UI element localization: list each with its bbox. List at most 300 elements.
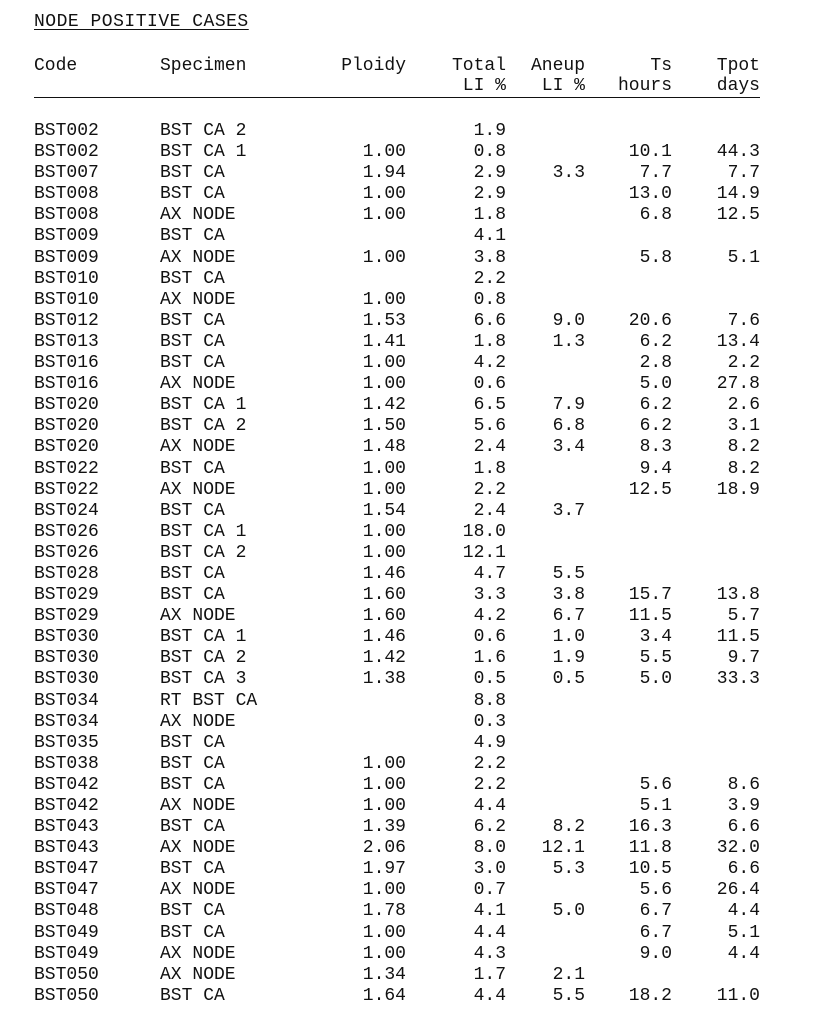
header-spacer <box>34 98 760 122</box>
cell-code: BST020 <box>34 395 99 416</box>
cell-aneup-li <box>506 754 585 775</box>
cell-ts-hours: 3.4 <box>639 627 672 648</box>
page-title: NODE POSITIVE CASES <box>34 12 249 32</box>
cell-tpot-days: 13.4 <box>716 331 760 352</box>
cell-ts-hours: 12.5 <box>628 479 672 500</box>
cell-ts-hours <box>585 269 672 290</box>
cell-ts-hours: 5.0 <box>639 669 672 690</box>
cell-aneup-li: 9.0 <box>552 310 585 331</box>
cell-specimen: BST CA <box>160 922 225 943</box>
cell-total-li: 4.2 <box>473 606 506 627</box>
cell-code: BST048 <box>34 901 99 922</box>
table-row <box>34 838 760 859</box>
cell-ts-hours <box>585 965 672 986</box>
cell-code: BST043 <box>34 817 99 838</box>
cell-code: BST029 <box>34 606 99 627</box>
cell-specimen: BST CA 2 <box>160 121 247 141</box>
cell-code: BST013 <box>34 331 99 352</box>
cell-specimen: AX NODE <box>160 964 236 985</box>
cell-total-li: 3.0 <box>473 859 506 880</box>
cell-total-li: 8.0 <box>473 838 506 859</box>
cell-tpot-days <box>672 522 760 543</box>
cell-ts-hours: 5.8 <box>639 247 672 268</box>
cell-ts-hours <box>585 754 672 775</box>
cell-ts-hours <box>585 691 672 712</box>
cell-code: BST047 <box>34 880 99 901</box>
header-total-line1: Total <box>451 56 506 76</box>
cell-code: BST042 <box>34 796 99 816</box>
cell-specimen: BST CA 2 <box>160 542 247 563</box>
cell-specimen: BST CA 3 <box>160 669 247 690</box>
table-body <box>34 98 760 1007</box>
cell-code: BST002 <box>34 121 99 141</box>
cell-code: BST008 <box>34 205 99 226</box>
cell-code: BST038 <box>34 753 99 774</box>
cell-aneup-li <box>506 459 585 480</box>
cell-specimen: RT BST CA <box>160 690 258 711</box>
cell-ploidy: 1.54 <box>362 500 406 521</box>
cell-total-li: 6.5 <box>473 395 506 416</box>
cell-code: BST028 <box>34 563 99 584</box>
cell-total-li: 0.6 <box>473 627 506 648</box>
cell-ts-hours <box>585 226 672 247</box>
cell-code: BST022 <box>34 458 99 479</box>
cell-specimen: AX NODE <box>160 205 236 226</box>
cell-specimen: BST CA <box>160 901 225 922</box>
cell-specimen: AX NODE <box>160 247 236 268</box>
table-row <box>34 606 760 627</box>
cell-aneup-li <box>506 543 585 564</box>
cell-tpot-days: 3.9 <box>727 796 760 816</box>
cell-tpot-days: 5.1 <box>727 247 760 268</box>
cell-ploidy <box>310 691 406 712</box>
cell-code: BST050 <box>34 964 99 985</box>
cell-ploidy: 1.00 <box>362 880 406 901</box>
header-code: Code <box>34 56 78 76</box>
cell-tpot-days: 11.0 <box>716 985 760 1006</box>
cell-total-li: 2.2 <box>473 774 506 795</box>
cell-specimen: AX NODE <box>160 479 236 500</box>
cell-specimen: BST CA <box>160 585 225 606</box>
table-row <box>34 437 760 458</box>
table-row <box>34 859 760 880</box>
cell-aneup-li <box>506 712 585 733</box>
cell-ploidy <box>310 226 406 247</box>
table-row <box>34 817 760 838</box>
cell-tpot-days <box>672 691 760 712</box>
cell-tpot-days: 18.9 <box>716 479 760 500</box>
cell-code: BST049 <box>34 943 99 964</box>
cell-ts-hours: 9.0 <box>639 943 672 964</box>
cell-tpot-days: 5.7 <box>727 606 760 627</box>
cell-total-li: 0.6 <box>473 374 506 395</box>
cell-ploidy: 1.00 <box>362 479 406 500</box>
cell-ploidy: 1.00 <box>362 542 406 563</box>
cell-ts-hours: 6.2 <box>639 395 672 416</box>
cell-specimen: BST CA 2 <box>160 416 247 437</box>
cell-ts-hours: 18.2 <box>628 985 672 1006</box>
cell-ploidy: 1.42 <box>362 395 406 416</box>
cell-specimen: AX NODE <box>160 838 236 859</box>
cell-ts-hours: 8.3 <box>639 437 672 458</box>
table-row <box>34 669 760 690</box>
cell-ts-hours: 6.2 <box>639 331 672 352</box>
cell-specimen: AX NODE <box>160 606 236 627</box>
cell-ploidy: 1.00 <box>362 142 406 163</box>
cell-tpot-days <box>672 501 760 522</box>
cell-total-li: 4.3 <box>473 943 506 964</box>
cell-aneup-li: 5.0 <box>552 901 585 922</box>
cell-tpot-days: 8.6 <box>727 774 760 795</box>
header-tpot-line1: Tpot <box>716 56 760 76</box>
header-ts-line2: hours <box>585 76 672 98</box>
cell-aneup-li: 5.3 <box>552 859 585 880</box>
cell-ploidy: 1.42 <box>362 648 406 669</box>
cell-code: BST020 <box>34 416 99 437</box>
header-ts-line1: Ts <box>650 56 672 76</box>
table-row <box>34 163 760 184</box>
header-specimen-blank <box>160 76 310 98</box>
header-aneup-line1: Aneup <box>530 56 585 76</box>
cell-ploidy <box>310 712 406 733</box>
cell-specimen: BST CA 1 <box>160 142 247 163</box>
cell-ts-hours: 7.7 <box>639 163 672 184</box>
cell-total-li: 6.2 <box>473 817 506 838</box>
cell-ts-hours: 5.6 <box>639 880 672 901</box>
cell-specimen: BST CA <box>160 753 225 774</box>
cell-code: BST043 <box>34 838 99 859</box>
cell-tpot-days: 4.4 <box>727 943 760 964</box>
table-row <box>34 712 760 733</box>
cell-aneup-li: 0.5 <box>552 669 585 690</box>
cell-tpot-days <box>672 543 760 564</box>
cell-tpot-days <box>672 121 760 142</box>
cell-tpot-days: 4.4 <box>727 901 760 922</box>
cell-aneup-li <box>506 733 585 754</box>
cell-code: BST035 <box>34 732 99 753</box>
cell-ploidy: 1.46 <box>362 627 406 648</box>
cell-aneup-li <box>506 691 585 712</box>
cell-aneup-li: 1.3 <box>552 331 585 352</box>
header-row-1 <box>34 56 760 76</box>
header-aneup-line2: LI % <box>506 76 585 98</box>
cell-aneup-li: 3.4 <box>552 437 585 458</box>
cell-aneup-li: 1.0 <box>552 627 585 648</box>
table-row <box>34 353 760 374</box>
cell-code: BST024 <box>34 500 99 521</box>
cell-tpot-days: 12.5 <box>716 205 760 226</box>
table-row <box>34 290 760 311</box>
cell-aneup-li: 5.5 <box>552 985 585 1006</box>
cell-code: BST016 <box>34 353 99 374</box>
cell-aneup-li: 3.8 <box>552 585 585 606</box>
cell-specimen: AX NODE <box>160 796 236 816</box>
cell-code: BST029 <box>34 585 99 606</box>
cell-specimen: BST CA <box>160 458 225 479</box>
table-row <box>34 627 760 648</box>
cell-ploidy: 1.34 <box>362 964 406 985</box>
header-total-line2: LI % <box>406 76 506 98</box>
table-row <box>34 332 760 353</box>
table-row <box>34 944 760 965</box>
cell-ts-hours: 10.1 <box>628 142 672 163</box>
cell-code: BST002 <box>34 142 99 163</box>
cell-specimen: AX NODE <box>160 289 236 310</box>
cell-aneup-li <box>506 142 585 163</box>
cell-aneup-li <box>506 923 585 944</box>
cell-specimen: BST CA 1 <box>160 627 247 648</box>
cell-aneup-li: 3.7 <box>552 500 585 521</box>
header-ploidy: Ploidy <box>341 56 406 76</box>
cell-total-li: 0.8 <box>473 142 506 163</box>
cell-aneup-li <box>506 269 585 290</box>
cell-total-li: 0.8 <box>473 289 506 310</box>
cell-total-li: 5.6 <box>473 416 506 437</box>
cell-ts-hours: 5.1 <box>639 796 672 816</box>
cell-specimen: AX NODE <box>160 437 236 458</box>
cell-ploidy: 1.60 <box>362 606 406 627</box>
cell-code: BST047 <box>34 859 99 880</box>
cell-specimen: BST CA <box>160 563 225 584</box>
cell-tpot-days <box>672 564 760 585</box>
cell-ploidy: 1.00 <box>362 289 406 310</box>
cell-code: BST016 <box>34 374 99 395</box>
cell-total-li: 4.9 <box>473 732 506 753</box>
cell-aneup-li: 1.9 <box>552 648 585 669</box>
cell-code: BST026 <box>34 542 99 563</box>
cell-specimen: BST CA <box>160 985 225 1006</box>
cell-ploidy <box>310 121 406 142</box>
table-row <box>34 311 760 332</box>
cell-ploidy: 1.48 <box>362 437 406 458</box>
cell-ts-hours: 9.4 <box>639 458 672 479</box>
cell-ts-hours <box>585 712 672 733</box>
cell-tpot-days <box>672 290 760 311</box>
table-row <box>34 543 760 564</box>
cell-ts-hours <box>585 290 672 311</box>
cell-tpot-days: 5.1 <box>727 922 760 943</box>
table-row <box>34 459 760 480</box>
table-row <box>34 923 760 944</box>
cell-code: BST050 <box>34 985 99 1006</box>
table-row <box>34 585 760 606</box>
cell-specimen: BST CA <box>160 310 225 331</box>
cell-specimen: BST CA <box>160 163 225 184</box>
table-row <box>34 184 760 205</box>
cell-ts-hours: 6.2 <box>639 416 672 437</box>
cell-specimen: BST CA <box>160 226 225 247</box>
table-row <box>34 416 760 437</box>
cell-total-li: 3.8 <box>473 247 506 268</box>
cell-total-li: 1.8 <box>473 458 506 479</box>
cell-aneup-li <box>506 290 585 311</box>
table-row <box>34 965 760 986</box>
cell-specimen: BST CA <box>160 184 225 205</box>
cell-aneup-li: 2.1 <box>552 964 585 985</box>
cell-ts-hours: 15.7 <box>628 585 672 606</box>
cell-ploidy: 1.50 <box>362 416 406 437</box>
table-row <box>34 395 760 416</box>
cell-ts-hours: 6.7 <box>639 901 672 922</box>
cell-total-li: 2.4 <box>473 500 506 521</box>
cell-specimen: BST CA <box>160 732 225 753</box>
cell-ts-hours: 5.5 <box>639 648 672 669</box>
cell-ploidy: 1.64 <box>362 985 406 1006</box>
cell-ploidy: 1.94 <box>362 163 406 184</box>
cell-code: BST049 <box>34 922 99 943</box>
cell-tpot-days: 26.4 <box>716 880 760 901</box>
cell-ts-hours: 2.8 <box>639 353 672 374</box>
cell-code: BST020 <box>34 437 99 458</box>
cell-total-li: 2.2 <box>473 753 506 774</box>
cell-specimen: BST CA <box>160 500 225 521</box>
cell-ts-hours <box>585 733 672 754</box>
cell-ploidy: 1.00 <box>362 796 406 816</box>
table-row <box>34 775 760 796</box>
cell-ploidy: 1.46 <box>362 563 406 584</box>
table-row <box>34 986 760 1007</box>
cell-ts-hours: 11.8 <box>628 838 672 859</box>
cell-ploidy: 1.00 <box>362 753 406 774</box>
table-row <box>34 648 760 669</box>
table-row <box>34 374 760 395</box>
cell-code: BST034 <box>34 711 99 732</box>
cell-ts-hours: 11.5 <box>628 606 672 627</box>
cell-code: BST030 <box>34 669 99 690</box>
cell-code: BST042 <box>34 774 99 795</box>
cell-aneup-li <box>506 775 585 796</box>
cell-aneup-li <box>506 205 585 226</box>
cell-specimen: AX NODE <box>160 880 236 901</box>
cell-ploidy: 1.00 <box>362 774 406 795</box>
cell-specimen: BST CA 1 <box>160 395 247 416</box>
cell-total-li: 0.7 <box>473 880 506 901</box>
table-row <box>34 142 760 163</box>
table-row <box>34 121 760 142</box>
cell-aneup-li: 7.9 <box>552 395 585 416</box>
cell-ploidy: 1.00 <box>362 458 406 479</box>
table-row <box>34 901 760 922</box>
cell-ploidy: 1.00 <box>362 922 406 943</box>
cases-table <box>34 56 760 1007</box>
cell-total-li: 6.6 <box>473 310 506 331</box>
cell-specimen: BST CA <box>160 331 225 352</box>
cell-tpot-days: 2.6 <box>727 395 760 416</box>
cell-ts-hours <box>585 564 672 585</box>
cell-total-li: 4.1 <box>473 901 506 922</box>
cell-tpot-days: 6.6 <box>727 817 760 838</box>
cell-ts-hours: 5.6 <box>639 774 672 795</box>
cell-ts-hours: 20.6 <box>628 310 672 331</box>
cell-tpot-days: 6.6 <box>727 859 760 880</box>
cell-ts-hours <box>585 121 672 142</box>
cell-tpot-days <box>672 733 760 754</box>
cell-aneup-li <box>506 374 585 395</box>
cell-ts-hours <box>585 543 672 564</box>
cell-ts-hours: 13.0 <box>628 184 672 205</box>
cell-ploidy: 1.00 <box>362 943 406 964</box>
header-tpot-line2: days <box>672 76 760 98</box>
cell-ploidy: 1.39 <box>362 817 406 838</box>
cell-tpot-days: 8.2 <box>727 458 760 479</box>
cell-specimen: BST CA <box>160 774 225 795</box>
header-specimen: Specimen <box>160 56 247 76</box>
cell-ploidy: 1.38 <box>362 669 406 690</box>
cell-ploidy <box>310 733 406 754</box>
table-row <box>34 733 760 754</box>
cell-code: BST030 <box>34 648 99 669</box>
cell-code: BST009 <box>34 226 99 247</box>
cell-aneup-li <box>506 248 585 269</box>
cell-specimen: AX NODE <box>160 711 236 732</box>
cell-ts-hours: 16.3 <box>628 817 672 838</box>
cell-code: BST010 <box>34 268 99 289</box>
cell-ploidy: 1.60 <box>362 585 406 606</box>
cell-total-li: 0.3 <box>473 711 506 732</box>
cell-aneup-li <box>506 480 585 501</box>
cell-total-li: 2.4 <box>473 437 506 458</box>
cell-ts-hours <box>585 501 672 522</box>
cell-ploidy: 1.00 <box>362 353 406 374</box>
cell-total-li: 1.7 <box>473 964 506 985</box>
cell-specimen: AX NODE <box>160 374 236 395</box>
cell-tpot-days <box>672 226 760 247</box>
cell-ts-hours <box>585 522 672 543</box>
cell-ploidy: 1.78 <box>362 901 406 922</box>
table-row <box>34 522 760 543</box>
table-row <box>34 691 760 712</box>
cell-tpot-days <box>672 754 760 775</box>
cell-total-li: 1.8 <box>473 205 506 226</box>
cell-ts-hours: 6.7 <box>639 922 672 943</box>
cell-code: BST030 <box>34 627 99 648</box>
cell-tpot-days <box>672 269 760 290</box>
cell-aneup-li <box>506 353 585 374</box>
cell-aneup-li: 12.1 <box>541 838 585 859</box>
cell-code: BST026 <box>34 521 99 542</box>
cell-aneup-li: 3.3 <box>552 163 585 184</box>
cell-specimen: BST CA <box>160 353 225 374</box>
cell-specimen: BST CA 2 <box>160 648 247 669</box>
cell-ts-hours: 5.0 <box>639 374 672 395</box>
table-header <box>34 56 760 98</box>
cell-total-li: 1.9 <box>473 121 506 141</box>
cell-aneup-li <box>506 522 585 543</box>
cell-tpot-days: 7.7 <box>727 163 760 184</box>
cell-total-li: 2.2 <box>473 479 506 500</box>
cell-total-li: 4.7 <box>473 563 506 584</box>
cell-ploidy: 1.00 <box>362 247 406 268</box>
cell-tpot-days: 8.2 <box>727 437 760 458</box>
header-code-blank <box>34 76 160 98</box>
cell-specimen: AX NODE <box>160 943 236 964</box>
cell-tpot-days: 2.2 <box>727 353 760 374</box>
cell-aneup-li <box>506 880 585 901</box>
cell-ploidy: 1.00 <box>362 184 406 205</box>
cell-total-li: 1.8 <box>473 331 506 352</box>
cell-specimen: BST CA 1 <box>160 521 247 542</box>
cell-ploidy: 2.06 <box>362 838 406 859</box>
cell-code: BST012 <box>34 310 99 331</box>
cell-aneup-li <box>506 226 585 247</box>
cell-ts-hours: 6.8 <box>639 205 672 226</box>
cell-total-li: 4.4 <box>473 985 506 1006</box>
cell-specimen: BST CA <box>160 817 225 838</box>
cell-code: BST034 <box>34 690 99 711</box>
cell-ploidy: 1.41 <box>362 331 406 352</box>
cell-total-li: 4.1 <box>473 226 506 247</box>
cell-specimen: BST CA <box>160 268 225 289</box>
